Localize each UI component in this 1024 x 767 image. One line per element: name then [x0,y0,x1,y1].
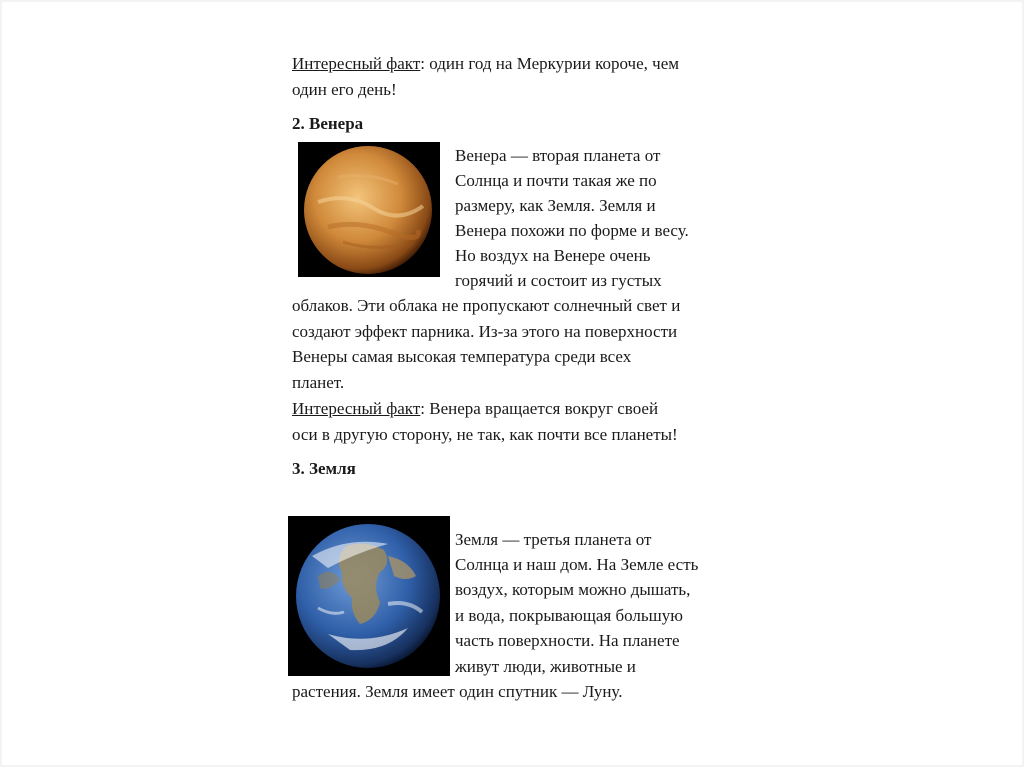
interesting-fact-label: Интересный факт [292,399,421,418]
earth-text-line-4: и вода, покрывающая большую [455,606,683,625]
venus-text-line-6: горячий и состоит из густых [455,271,662,290]
venus-fact-line-2: оси в другую сторону, не так, как почти все планеты! [292,425,678,444]
venus-fact-line-1 [292,396,658,421]
earth-text-line-7: растения. Земля имеет один спутник — Луну. [292,682,623,701]
venus-text-line-3: размеру, как Земля. Земля и [455,196,656,215]
venus-text-line-1: Венера — вторая планета от [455,146,661,165]
mercury-fact-line-1 [292,51,679,76]
venus-text-line-2: Солнца и почти такая же по [455,171,657,190]
interesting-fact-label: Интересный факт [292,54,421,73]
earth-text-line-2: Солнца и наш дом. На Земле есть [455,555,699,574]
earth-heading: 3. Земля [292,459,356,478]
earth-text-line-1: Земля — третья планета от [455,530,652,549]
venus-text-line-5: Но воздух на Венере очень [455,246,651,265]
slide-page [2,2,1022,765]
earth-text-line-3: воздух, которым можно дышать, [455,580,691,599]
venus-text-line-9: Венеры самая высокая температура среди всех [292,347,632,366]
venus-heading: 2. Венера [292,114,364,133]
earth-image [288,516,450,676]
venus-image [298,142,440,277]
venus-text-line-4: Венера похожи по форме и весу. [455,221,689,240]
venus-text-line-7: облаков. Эти облака не пропускают солнечный свет и [292,296,681,315]
venus-fact-text: : Венера вращается вокруг своей [420,399,659,418]
mercury-fact-line-2: один его день! [292,80,397,99]
venus-planet-icon [298,142,440,277]
earth-text-line-6: живут люди, животные и [455,657,636,676]
mercury-fact-text: : один год на Меркурии короче, чем [420,54,680,73]
venus-text-line-8: создают эффект парника. Из-за этого на поверхности [292,322,678,341]
earth-text-line-5: часть поверхности. На планете [455,631,680,650]
venus-text-line-10: планет. [292,373,345,392]
earth-planet-icon [288,516,450,676]
